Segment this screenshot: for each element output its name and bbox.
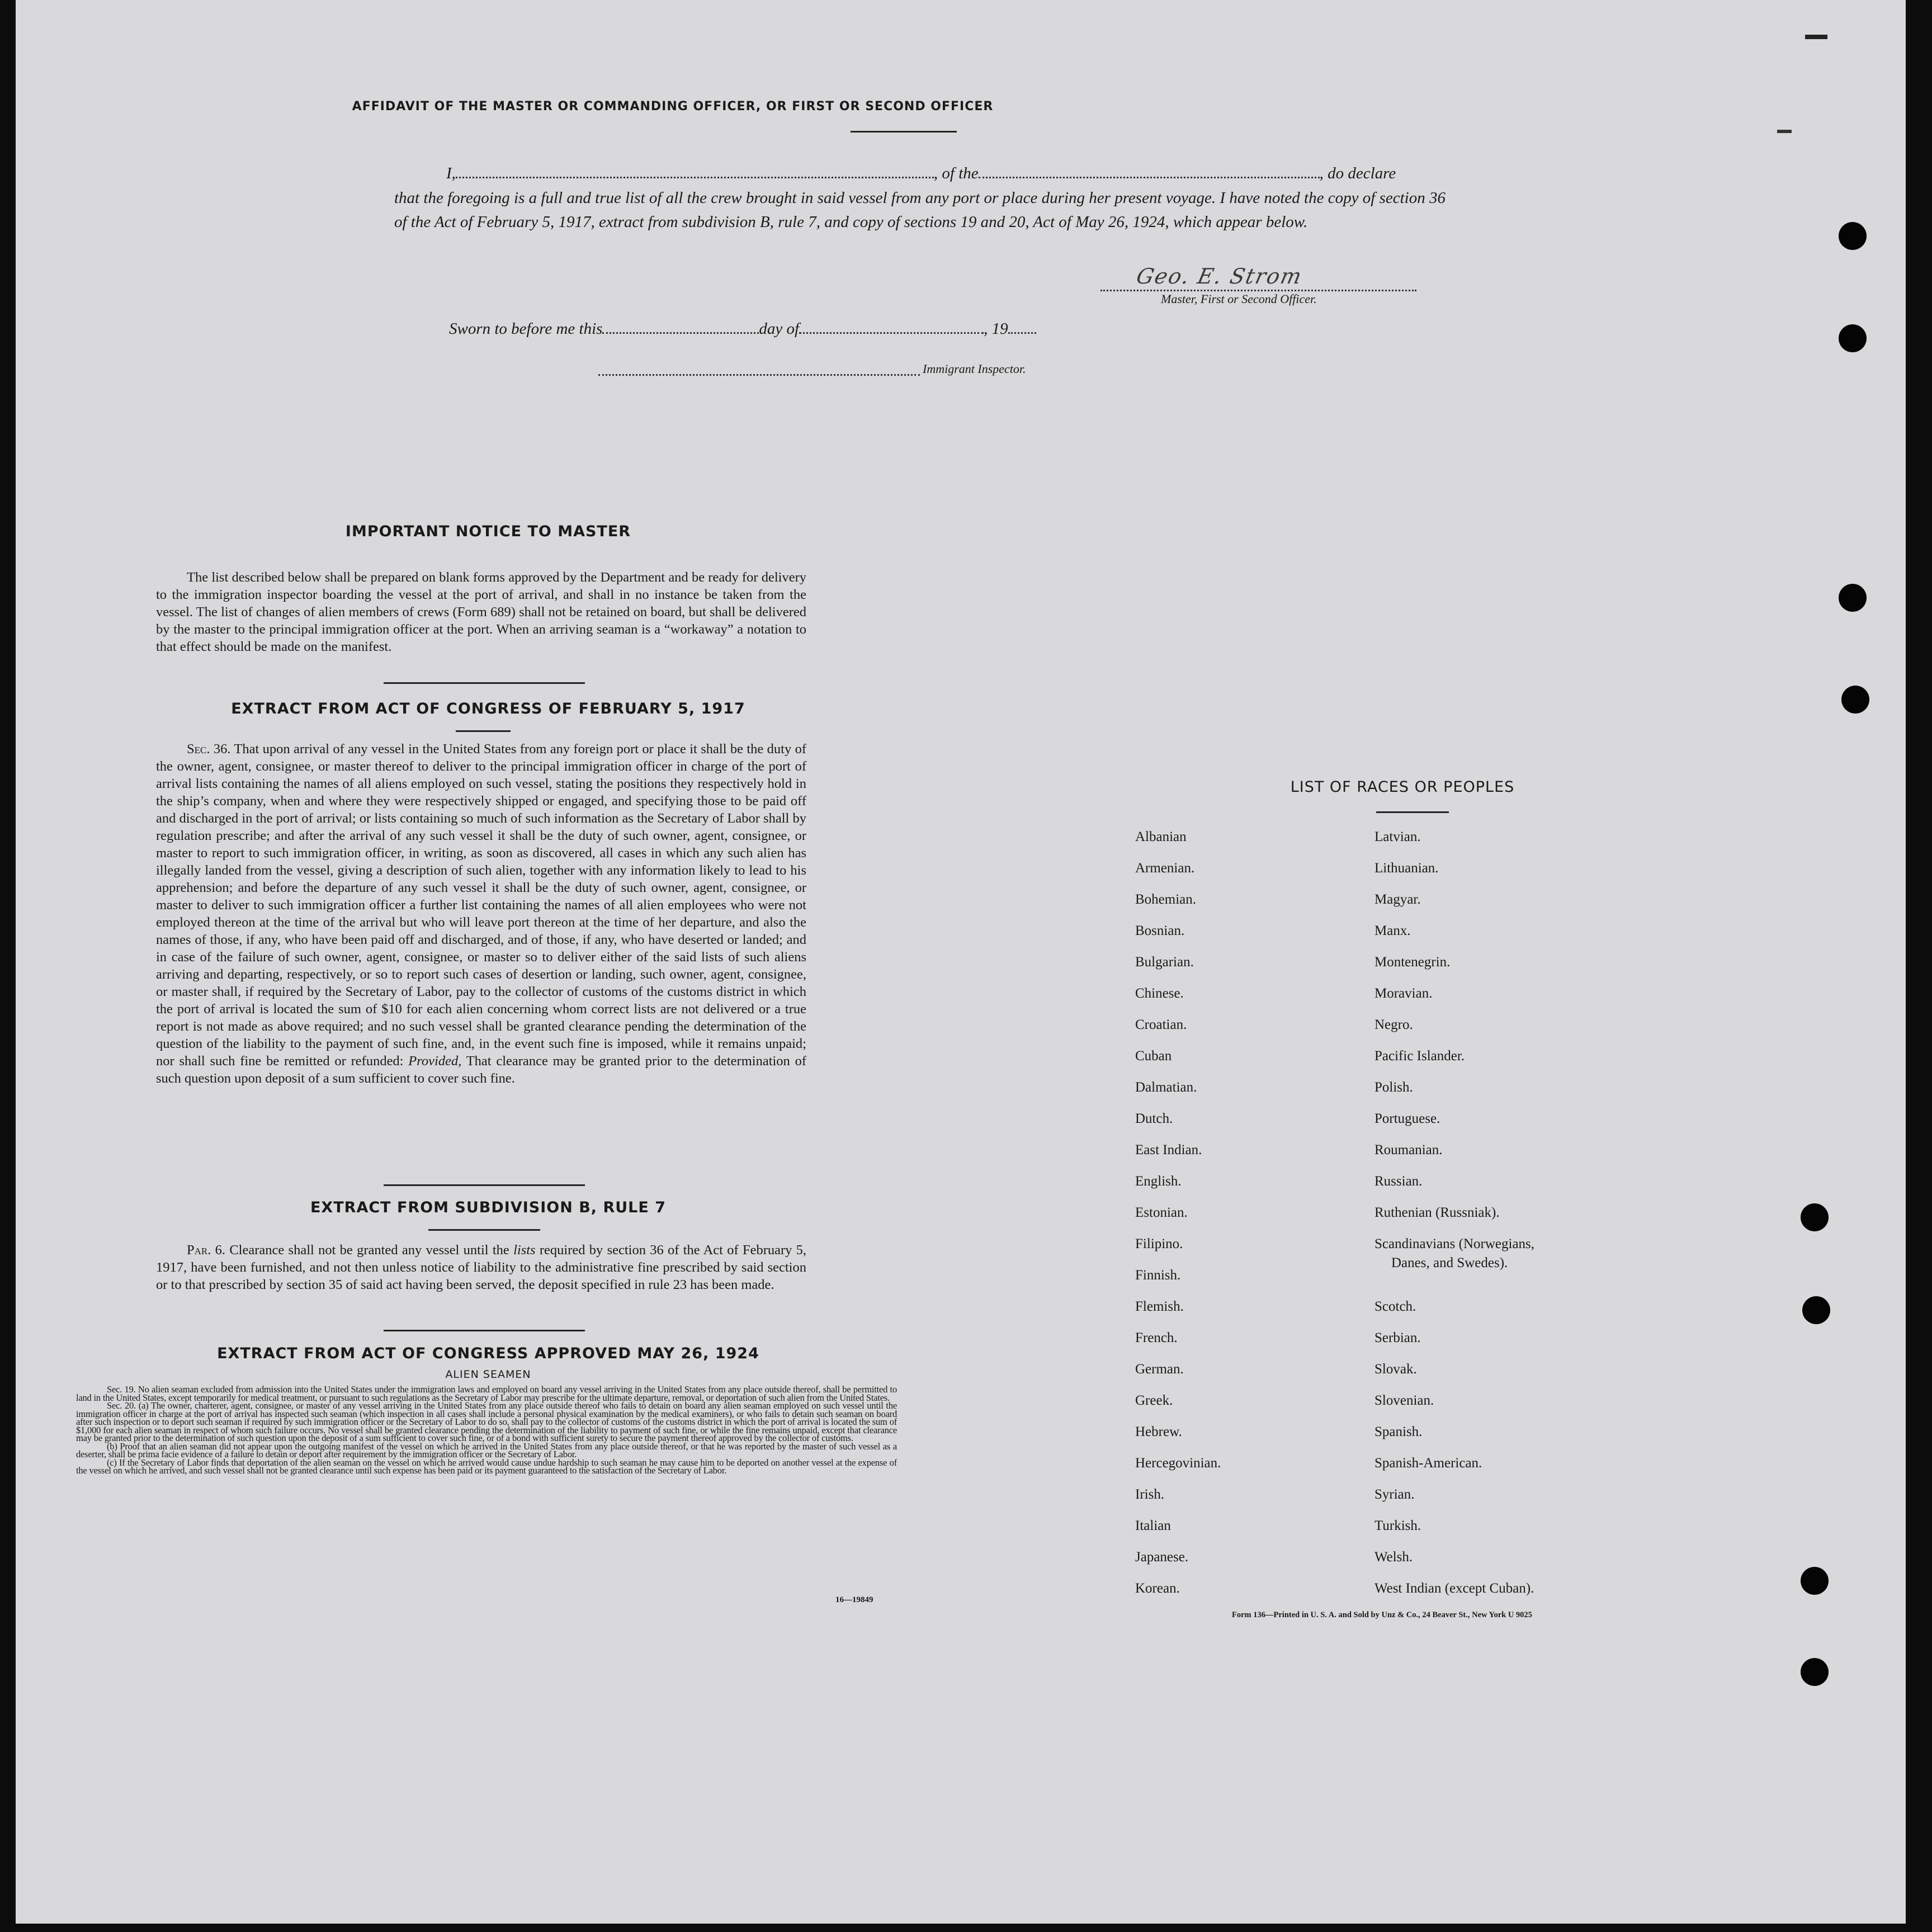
punch-hole [1801,1567,1829,1595]
race-item: Serbian. [1374,1330,1421,1345]
race-item: Finnish. [1135,1268,1181,1283]
scan-mark [1777,130,1792,133]
punch-hole [1839,324,1867,352]
sworn-text: Sworn to before me this [449,320,603,338]
sec-36-label: Sec. 36. [187,741,231,757]
race-item: Lithuanian. [1374,861,1439,876]
race-item: Turkish. [1374,1518,1421,1533]
race-item: Latvian. [1374,829,1421,844]
affidavit-title: AFFIDAVIT OF THE MASTER OR COMMANDING OFFICER, OR FIRST OR SECOND OFFICER [352,100,994,114]
race-item: Flemish. [1135,1299,1184,1314]
month-blank[interactable] [799,318,984,334]
race-item: Bulgarian. [1135,955,1194,970]
race-item: Bohemian. [1135,892,1197,907]
race-item: Negro. [1374,1017,1413,1032]
sec-19-text: Sec. 19. No alien seaman excluded from admission into the United States under the immigration laws and employed on board any vessel arriving in the United States from any place outside thereof, shall be permitted to land in the United States, except temporarily for medical treatment, or pursuant to such regulations as the Secretary of Labor may prescribe for the ultimate departure, removal, or deportation of such alien from the United States. [76,1384,897,1403]
punch-hole [1801,1658,1829,1686]
race-item: Chinese. [1135,986,1184,1001]
race-item: Cuban [1135,1048,1172,1064]
inspector-signature-line[interactable] [598,360,920,376]
extract-1917-body [156,740,806,1087]
notice-body: The list described below shall be prepared on blank forms approved by the Department and be ready for delivery to the immigration inspector boarding the vessel at the port of arrival, and shall in no instance be taken from the vessel. The list of changes of alien members of crews (Form 689) shall not be retained on board, but shall be delivered by the master to the principal immigration officer at the port. When an arriving seaman is a “workaway” a notation to that effect should be made on the manifest. [156,570,806,654]
race-item: Hebrew. [1135,1424,1182,1439]
affidavit-of-the: , of the [933,164,979,182]
name-blank[interactable] [456,162,934,178]
year-prefix: , 19 [984,320,1008,338]
sec-36-text-a: That upon arrival of any vessel in the United States from any foreign port or place it shall be the duty of the owner, agent, consignee, or master thereof to deliver to the principal immigration officer in charge of the port of arrival lists containing the names of all aliens employed on such vessel, stating the positions they respectively hold in the ship’s company, when and where they were respectively shipped or engaged, and specifying those to be paid off and discharged in the port of arrival; or lists containing so much of such information as the Secretary of Labor shall by regulation prescribe; and after the arrival of any such vessel it shall be the duty of such owner, agent, consignee, or master to report to such immigration officer, in writing, as soon as discovered, all cases in which any such alien has illegally landed from the vessel, giving a description of such alien, together with any information likely to lead to his apprehension; and before the departure of any such vessel it shall be the duty of such owner, agent, consignee, or master to deliver to such immigration officer a further list containing the names of all alien employees who were not employed thereon at the time of the arrival but who will leave port thereon at the time of her departure, and also the names of those, if any, who have been paid off and discharged, and of those, if any, who have deserted or landed; and in case of the failure of such owner, agent, consignee, or master so to deliver either of the said lists of such aliens arriving and departing, respectively, or so to report such cases of desertion or landing, such owner, agent, consignee, or master shall, if required by the Secretary of Labor, pay to the collector of customs of the customs district in which the port of arrival is located the sum of $10 for each alien concerning whom correct lists are not delivered or a true report is not made as above required; and no such vessel shall be granted clearance pending the determination of the question of the liability to the payment of such fine, and, in the event such fine is imposed, while it remains unpaid; nor shall such fine be remitted or refunded: [156,741,806,1069]
sec-20a-text: Sec. 20. (a) The owner, charterer, agent, consignee, or master of any vessel arriving in the United States from any place outside thereof who fails to detain on board any alien seaman employed on such vessel until the immigration officer in charge at the port of arrival has inspected such seaman (which inspection in all cases shall include a personal physical examination by the medical examiners), or who fails to detain such seaman on board after such inspection or to deport such seaman if required by such immigration officer or the Secretary of Labor to do so, shall pay to the collector of customs of the customs district in which the port of arrival is located the sum of $1,000 for each alien seaman in respect of whom such failure occurs. No vessel shall be granted clearance pending the determination of the liability to payment of such fine, or while the fine remains unpaid, except that clearance may be granted prior to the determination of such question upon the deposit of a sum sufficient to cover such fine, or of a bond with sufficient surety to secure the payment thereof approved by the collector of customs. [76,1400,897,1443]
race-item: Korean. [1135,1581,1180,1596]
punch-hole [1801,1203,1829,1231]
sworn-line [449,318,1036,338]
race-item: French. [1135,1330,1178,1345]
race-item: Estonian. [1135,1205,1188,1220]
race-item: East Indian. [1135,1142,1202,1158]
par-6-text-b: required by section 36 of the Act of February 5, 1917, have been furnished, and not then unless notice of liability to the administrative fine prescribed by said section or to that prescribed by section 35 of said act having been served, the deposit specified in rule 23 has been made. [156,1243,807,1292]
race-item: Spanish-American. [1374,1456,1482,1471]
affidavit-body: that the foregoing is a full and true list of all the crew brought in said vessel from any port or place during her present voyage. I have noted the copy of section 36 of the Act of February 5, 1917, extract from subdivision B, rule 7, and copy of sections 19 and 20, Act of May 26, 1924, which appear below. [394,189,1446,231]
sec-20c-text: (c) If the Secretary of Labor finds that deportation of the alien seaman on the vessel on which he arrived would cause undue hardship to such seaman he may cause him to be deported on another vessel at the expense of the vessel on which he arrived, and such vessel shall not be granted clearance until such expense has been paid or its payment guaranteed to the satisfaction of the Secretary of Labor. [76,1457,897,1476]
race-item: Hercegovinian. [1135,1456,1221,1471]
race-item: Italian [1135,1518,1171,1533]
race-item: Moravian. [1374,986,1433,1001]
form-footer: Form 136—Printed in U. S. A. and Sold by Unz & Co., 24 Beaver St., New York U 9025 [1232,1610,1532,1619]
extract-1924-title: EXTRACT FROM ACT OF CONGRESS APPROVED MAY 26, 1924 [217,1345,759,1362]
race-item: Croatian. [1135,1017,1187,1032]
race-item: Irish. [1135,1487,1165,1502]
extract-1924-body [76,1386,897,1475]
punch-hole [1802,1296,1830,1324]
race-item: Scotch. [1374,1299,1416,1314]
race-item: West Indian (except Cuban). [1374,1581,1534,1596]
sec-36-text-b: That clearance may be granted prior to the determination of such question upon deposit of a sum sufficient to cover such fine. [156,1054,807,1086]
race-item: Dalmatian. [1135,1080,1197,1095]
race-item: Slovak. [1374,1362,1417,1377]
race-item: Manx. [1374,923,1411,938]
extract-1917-end-rule [384,1184,585,1186]
race-item: English. [1135,1174,1182,1189]
inspector-caption: Immigrant Inspector. [923,362,1026,376]
race-item: Scandinavians (Norwegians, [1374,1236,1535,1251]
title-rule [851,131,957,133]
print-code: 16—19849 [835,1595,873,1604]
race-item: Welsh. [1374,1550,1413,1565]
notice-rule [384,682,585,684]
race-item: Roumanian. [1374,1142,1443,1158]
sec-20b-text: (b) Proof that an alien seaman did not appear upon the outgoing manifest of the vessel on which he arrived in the United States from any place outside thereof, or that he was reported by the master of such vessel as a deserter, shall be prima facie evidence of a failure to detain or deport after requirement by the immigration officer or the Secretary of Labor. [76,1440,897,1459]
signature-caption: Master, First or Second Officer. [1161,292,1317,306]
race-item-continued: Danes, and Swedes). [1391,1255,1508,1270]
alien-seamen-subtitle: ALIEN SEAMEN [445,1368,531,1381]
race-item: Portuguese. [1374,1111,1440,1126]
vessel-blank[interactable] [979,162,1320,178]
punch-hole [1839,584,1867,612]
affidavit-line-1 [446,162,1396,183]
extract-rule7-title: EXTRACT FROM SUBDIVISION B, RULE 7 [310,1199,667,1216]
par-6-label: Par. 6. [187,1243,226,1258]
race-item: Magyar. [1374,892,1421,907]
provided-word: Provided, [408,1054,462,1069]
race-item: Russian. [1374,1174,1423,1189]
race-item: Pacific Islander. [1374,1048,1465,1064]
affidavit-i: I, [446,164,456,182]
race-item: Syrian. [1374,1487,1415,1502]
race-item: Albanian [1135,829,1187,844]
race-item: German. [1135,1362,1184,1377]
race-item: Filipino. [1135,1236,1183,1251]
par-6-text-a: Clearance shall not be granted any vessel until the [229,1243,509,1258]
races-rule [1376,811,1449,813]
punch-hole [1841,686,1869,714]
day-blank[interactable] [602,318,759,334]
lists-word: lists [513,1243,536,1258]
races-title: LIST OF RACES OR PEOPLES [1290,778,1515,796]
extract-rule7-body [156,1241,806,1293]
scan-mark [1805,35,1827,39]
notice-title: IMPORTANT NOTICE TO MASTER [345,523,631,540]
extract-rule7-rule [428,1229,540,1231]
extract-1917-rule [456,730,511,732]
extract-1917-title: EXTRACT FROM ACT OF CONGRESS OF FEBRUARY 5, 1917 [231,700,745,717]
signature: Geo. E. Strom [1134,264,1305,289]
punch-hole [1839,222,1867,250]
extract-rule7-end-rule [384,1330,585,1331]
race-item: Armenian. [1135,861,1195,876]
document-page [16,0,1906,1924]
race-item: Dutch. [1135,1111,1173,1126]
race-item: Ruthenian (Russniak). [1374,1205,1500,1220]
race-item: Greek. [1135,1393,1173,1408]
race-item: Montenegrin. [1374,955,1451,970]
affidavit-do-declare: , do declare [1319,164,1396,182]
race-item: Bosnian. [1135,923,1185,938]
race-item: Slovenian. [1374,1393,1434,1408]
day-of-text: day of [759,320,800,338]
race-item: Japanese. [1135,1550,1189,1565]
year-blank[interactable] [1008,318,1036,334]
race-item: Polish. [1374,1080,1413,1095]
race-item: Spanish. [1374,1424,1423,1439]
